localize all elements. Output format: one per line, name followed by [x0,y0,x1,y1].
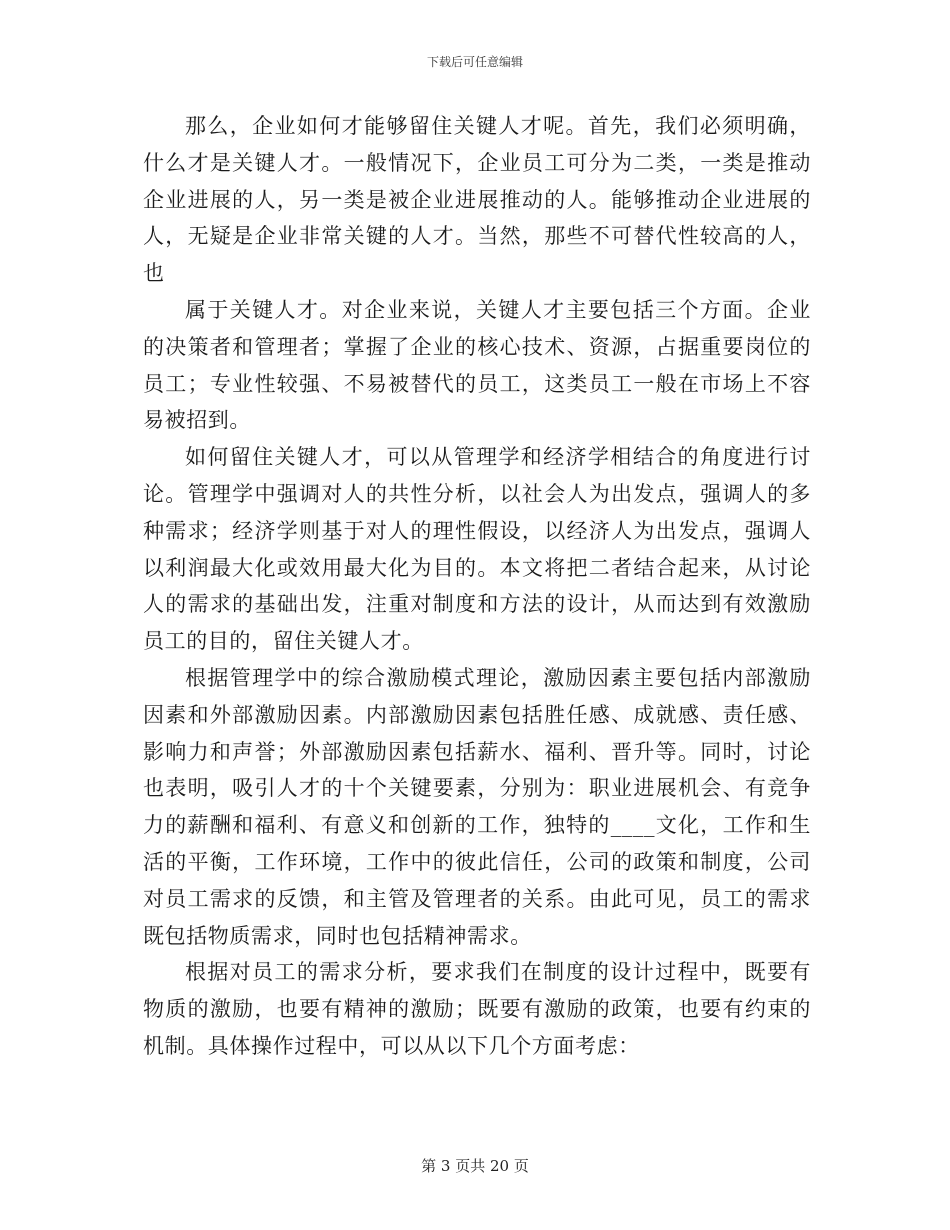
page-header-note: 下载后可任意编辑 [426,55,523,69]
paragraph-1: 那么，企业如何才能够留住关键人才呢。首先，我们必须明确，什么才是关键人才。一般情况下，企业员工可分为二类，一类是推动企业进展的人，另一类是被企业进展推动的人。能够推动企业进展的人，无疑是企业非常关键的人才。当然，那些不可替代性较高的人，也 [143,114,811,286]
paragraph-4: 根据管理学中的综合激励模式理论，激励因素主要包括内部激励因素和外部激励因素。内部激励因素包括胜任感、成就感、责任感、影响力和声誉；外部激励因素包括薪水、福利、晋升等。同时，讨论也表明，吸引人才的十个关键要素，分别为：职业进展机会、有竞争力的薪酬和福利、有意义和创新的工作，独特的____文化，工作和生活的平衡，工作环境，工作中的彼此信任，公司的政策和制度，公司对员工需求的反馈，和主管及管理者的关系。由此可见，员工的需求既包括物质需求，同时也包括精神需求。 [143,665,811,948]
paragraph-2: 属于关键人才。对企业来说，关键人才主要包括三个方面。企业的决策者和管理者；掌握了企业的核心技术、资源，占据重要岗位的员工；专业性较强、不易被替代的员工，这类员工一般在市场上不容易被招到。 [143,297,811,433]
page-number: 第 3 页共 20 页 [421,1157,529,1175]
paragraph-3: 如何留住关键人才，可以从管理学和经济学相结合的角度进行讨论。管理学中强调对人的共性分析，以社会人为出发点，强调人的多种需求；经济学则基于对人的理性假设，以经济人为出发点，强调人以利润最大化或效用最大化为目的。本文将把二者结合起来，从讨论人的需求的基础出发，注重对制度和方法的设计，从而达到有效激励员工的目的，留住关键人才。 [143,445,811,654]
document-body [143,108,811,1065]
paragraph-5: 根据对员工的需求分析，要求我们在制度的设计过程中，既要有物质的激励，也要有精神的激励；既要有激励的政策，也要有约束的机制。具体操作过程中，可以从以下几个方面考虑： [143,960,811,1058]
